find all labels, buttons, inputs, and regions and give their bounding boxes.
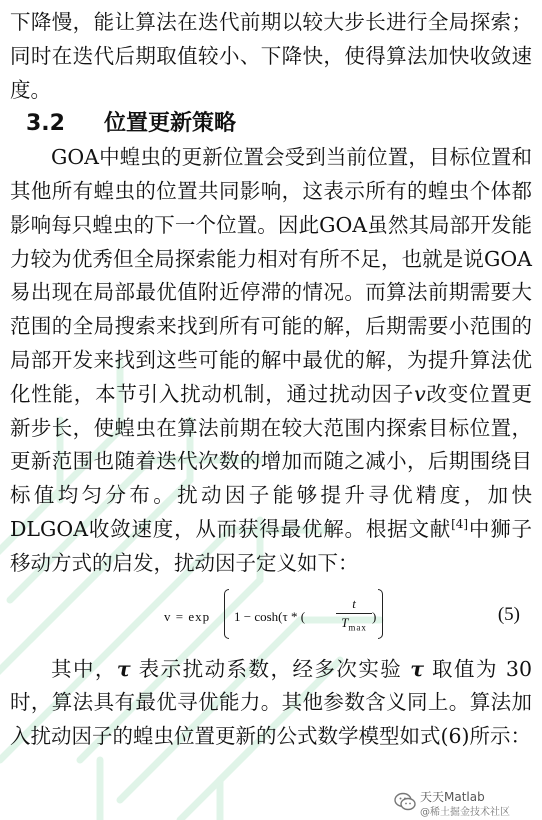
paragraph-main-part-a: GOA中蝗虫的更新位置会受到当前位置，目标位置和其他所有蝗虫的位置共同影响，这表示所有的蝗虫个体都影响每只蝗虫的下一个位置。因此GOA虽然其局部开发能力较为优秀但全局探索能力相对有所不足，也就是说GOA易出现在局部最优值附近停滞的情况。而算法前期需要大范围的全局搜索来找到所有可能的解，后期需要小范围的局部开发来找到这些可能的解中最优的解，为提升算法优化性能，本节引入扰动机制，通过扰动因子 bbox=[10, 145, 532, 406]
paragraph-main-part-c: 中狮子移动方式的启发，扰动因子定义如下： bbox=[10, 516, 532, 575]
section-number: 3.2 bbox=[26, 111, 65, 137]
formula-fraction bbox=[336, 597, 372, 635]
symbol-tau-1: τ bbox=[116, 656, 131, 681]
fraction-bar bbox=[336, 613, 372, 614]
watermark-account: 天天Matlab bbox=[420, 790, 485, 804]
paragraph-explanation-part-b: 表示扰动系数，经多次实验 bbox=[130, 656, 411, 681]
formula-denominator bbox=[336, 616, 372, 635]
denominator-subscript: max bbox=[348, 622, 367, 633]
citation-ref[interactable]: [4] bbox=[451, 517, 469, 532]
formula-left-brace bbox=[224, 589, 229, 639]
denominator-symbol: T bbox=[341, 614, 349, 630]
paragraph-explanation-part-c: 取值为 30 时，算法具有最优寻优能力。其他参数含义同上。算法加入扰动因子的蝗虫位置更新的公式数学模型如式(6)所示： bbox=[10, 656, 532, 749]
variable-v: v bbox=[414, 381, 426, 406]
watermark bbox=[394, 788, 534, 818]
document-page bbox=[10, 6, 532, 754]
paragraph-main bbox=[10, 141, 532, 580]
symbol-tau-2: τ bbox=[410, 656, 425, 681]
paragraph-explanation bbox=[10, 653, 532, 754]
watermark-source: @稀土掘金技术社区 bbox=[420, 807, 510, 818]
equation-number: (5) bbox=[497, 603, 520, 625]
formula-close-paren: ) bbox=[372, 608, 377, 624]
paragraph-intro bbox=[10, 6, 532, 107]
section-title: 位置更新策略 bbox=[104, 111, 237, 137]
formula-expression: 1 − cosh(τ * ( bbox=[234, 608, 306, 624]
formula-right-brace bbox=[378, 589, 383, 639]
paragraph-intro-text: 下降慢，能让算法在迭代前期以较大步长进行全局探索；同时在迭代后期取值较小、下降快，使得算法加快收敛速度。 bbox=[10, 10, 532, 102]
formula-numerator: t bbox=[352, 595, 356, 611]
formula-body bbox=[164, 589, 404, 649]
equation-5 bbox=[10, 585, 532, 651]
paragraph-main-part-b: 改变位置更新步长，使蝗虫在算法前期在较大范围内探索目标位置，更新范围也随着迭代次数的增加而随之减小，后期围绕目标值均匀分布。扰动因子能够提升寻优精度，加快DLGOA收敛速度，从而获得最优解。根据文献 bbox=[10, 381, 533, 541]
section-heading bbox=[26, 107, 532, 141]
paragraph-explanation-part-a: 其中， bbox=[51, 656, 117, 681]
wechat-icon bbox=[394, 792, 416, 812]
formula-lhs: v = exp bbox=[164, 608, 211, 624]
